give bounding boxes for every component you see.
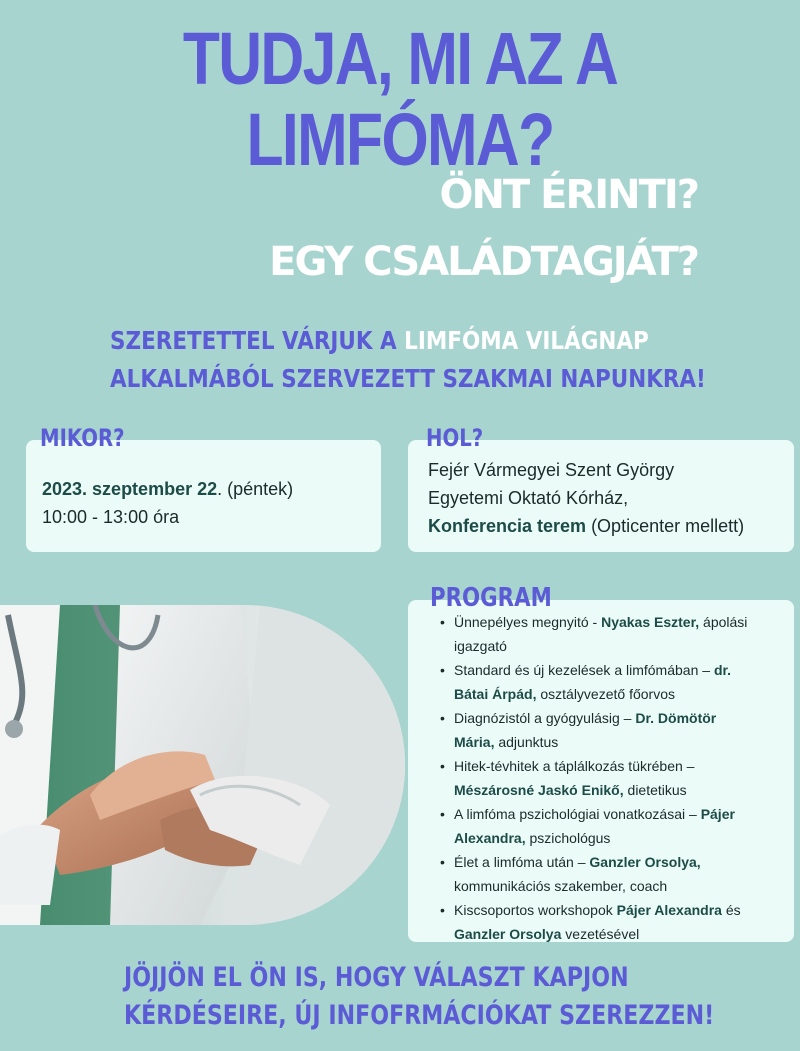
program-item-text: Standard és új kezelések a limfómában – [454,662,714,678]
program-item-text: A limfóma pszichológiai vonatkozásai – [454,806,701,822]
program-heading: PROGRAM [430,583,552,613]
page-title: TUDJA, MI AZ A LIMFÓMA? [182,17,618,182]
venue-line-2: Egyetemi Oktató Kórház, [428,488,629,508]
venue-room-note: (Opticenter mellett) [586,516,745,536]
invite-line-1 [110,326,649,355]
program-item [426,850,786,898]
program-list [426,610,786,946]
program-item [426,658,786,706]
program-item [426,610,786,658]
event-day: . (péntek) [217,479,294,499]
event-time: 10:00 - 13:00 óra [42,507,180,527]
venue-room: Konferencia terem [428,516,587,536]
program-item-speaker: Ganzler Orsolya, [589,854,701,870]
invite-line-2: ALKALMÁBÓL SZERVEZETT SZAKMAI NAPUNKRA! [110,364,706,393]
subtitle-question-2: EGY CSALÁDTAGJÁT? [269,239,698,285]
program-item [426,802,786,850]
program-item-speaker: Bátai Árpád, [454,686,537,702]
program-item-speaker: dr. [713,662,732,678]
program-item [426,754,786,802]
program-item-text: Élet a limfóma után – [454,854,590,870]
program-item-text: igazgató [454,638,507,654]
venue-line-1: Fejér Vármegyei Szent György [428,460,675,480]
subtitle-question-1: ÖNT ÉRINTI? [439,172,698,218]
program-item-speaker: Pájer Alexandra [616,902,722,918]
doctor-holding-patient-hands-photo [0,605,405,925]
program-item-text: Diagnózistól a gyógyulásig – [454,710,636,726]
program-item-speaker: Pájer [700,806,735,822]
program-item-role: pszichológus [525,830,611,846]
program-item-speaker: Mészárosné Jaskó Enikő, [454,782,624,798]
program-item-text: és [721,902,741,918]
event-date: 2023. szeptember 22 [42,479,218,499]
program-item-speaker: Dr. Dömötör [635,710,717,726]
when-details [42,475,293,531]
program-item [426,898,786,946]
program-item-speaker: Nyakas Eszter, [601,614,700,630]
program-item-speaker: Ganzler Orsolya [454,926,562,942]
footer-line-1: JÖJJÖN EL ÖN IS, HOGY VÁLASZT KAPJON [124,962,629,993]
program-item-speaker: Mária, [454,734,495,750]
where-heading: HOL? [426,424,484,452]
program-item-role: vezetésével [561,926,640,942]
program-item-role: dietetikus [623,782,687,798]
program-item-role: osztályvezető főorvos [536,686,675,702]
photo-illustration [0,605,405,925]
program-item-speaker: Alexandra, [454,830,526,846]
invite-highlight: LIMFÓMA VILÁGNAP [404,326,649,355]
program-item-text: Hitek-tévhitek a táplálkozás tükrében – [454,758,695,774]
where-details [428,456,744,540]
program-item-text: Kiscsoportos workshopok [454,902,617,918]
program-item-role: adjunktus [494,734,559,750]
program-item-text: kommunikációs szakember, coach [454,878,668,894]
invite-text: SZERETETTEL VÁRJUK A [110,326,405,355]
program-item-text: Ünnepélyes megnyitó - [454,614,602,630]
program-item-text: ápolási [699,614,748,630]
program-item [426,706,786,754]
when-heading: MIKOR? [40,424,125,452]
footer-line-2: KÉRDÉSEIRE, ÚJ INFOFRMÁCIÓKAT SZEREZZEN! [124,1000,715,1031]
